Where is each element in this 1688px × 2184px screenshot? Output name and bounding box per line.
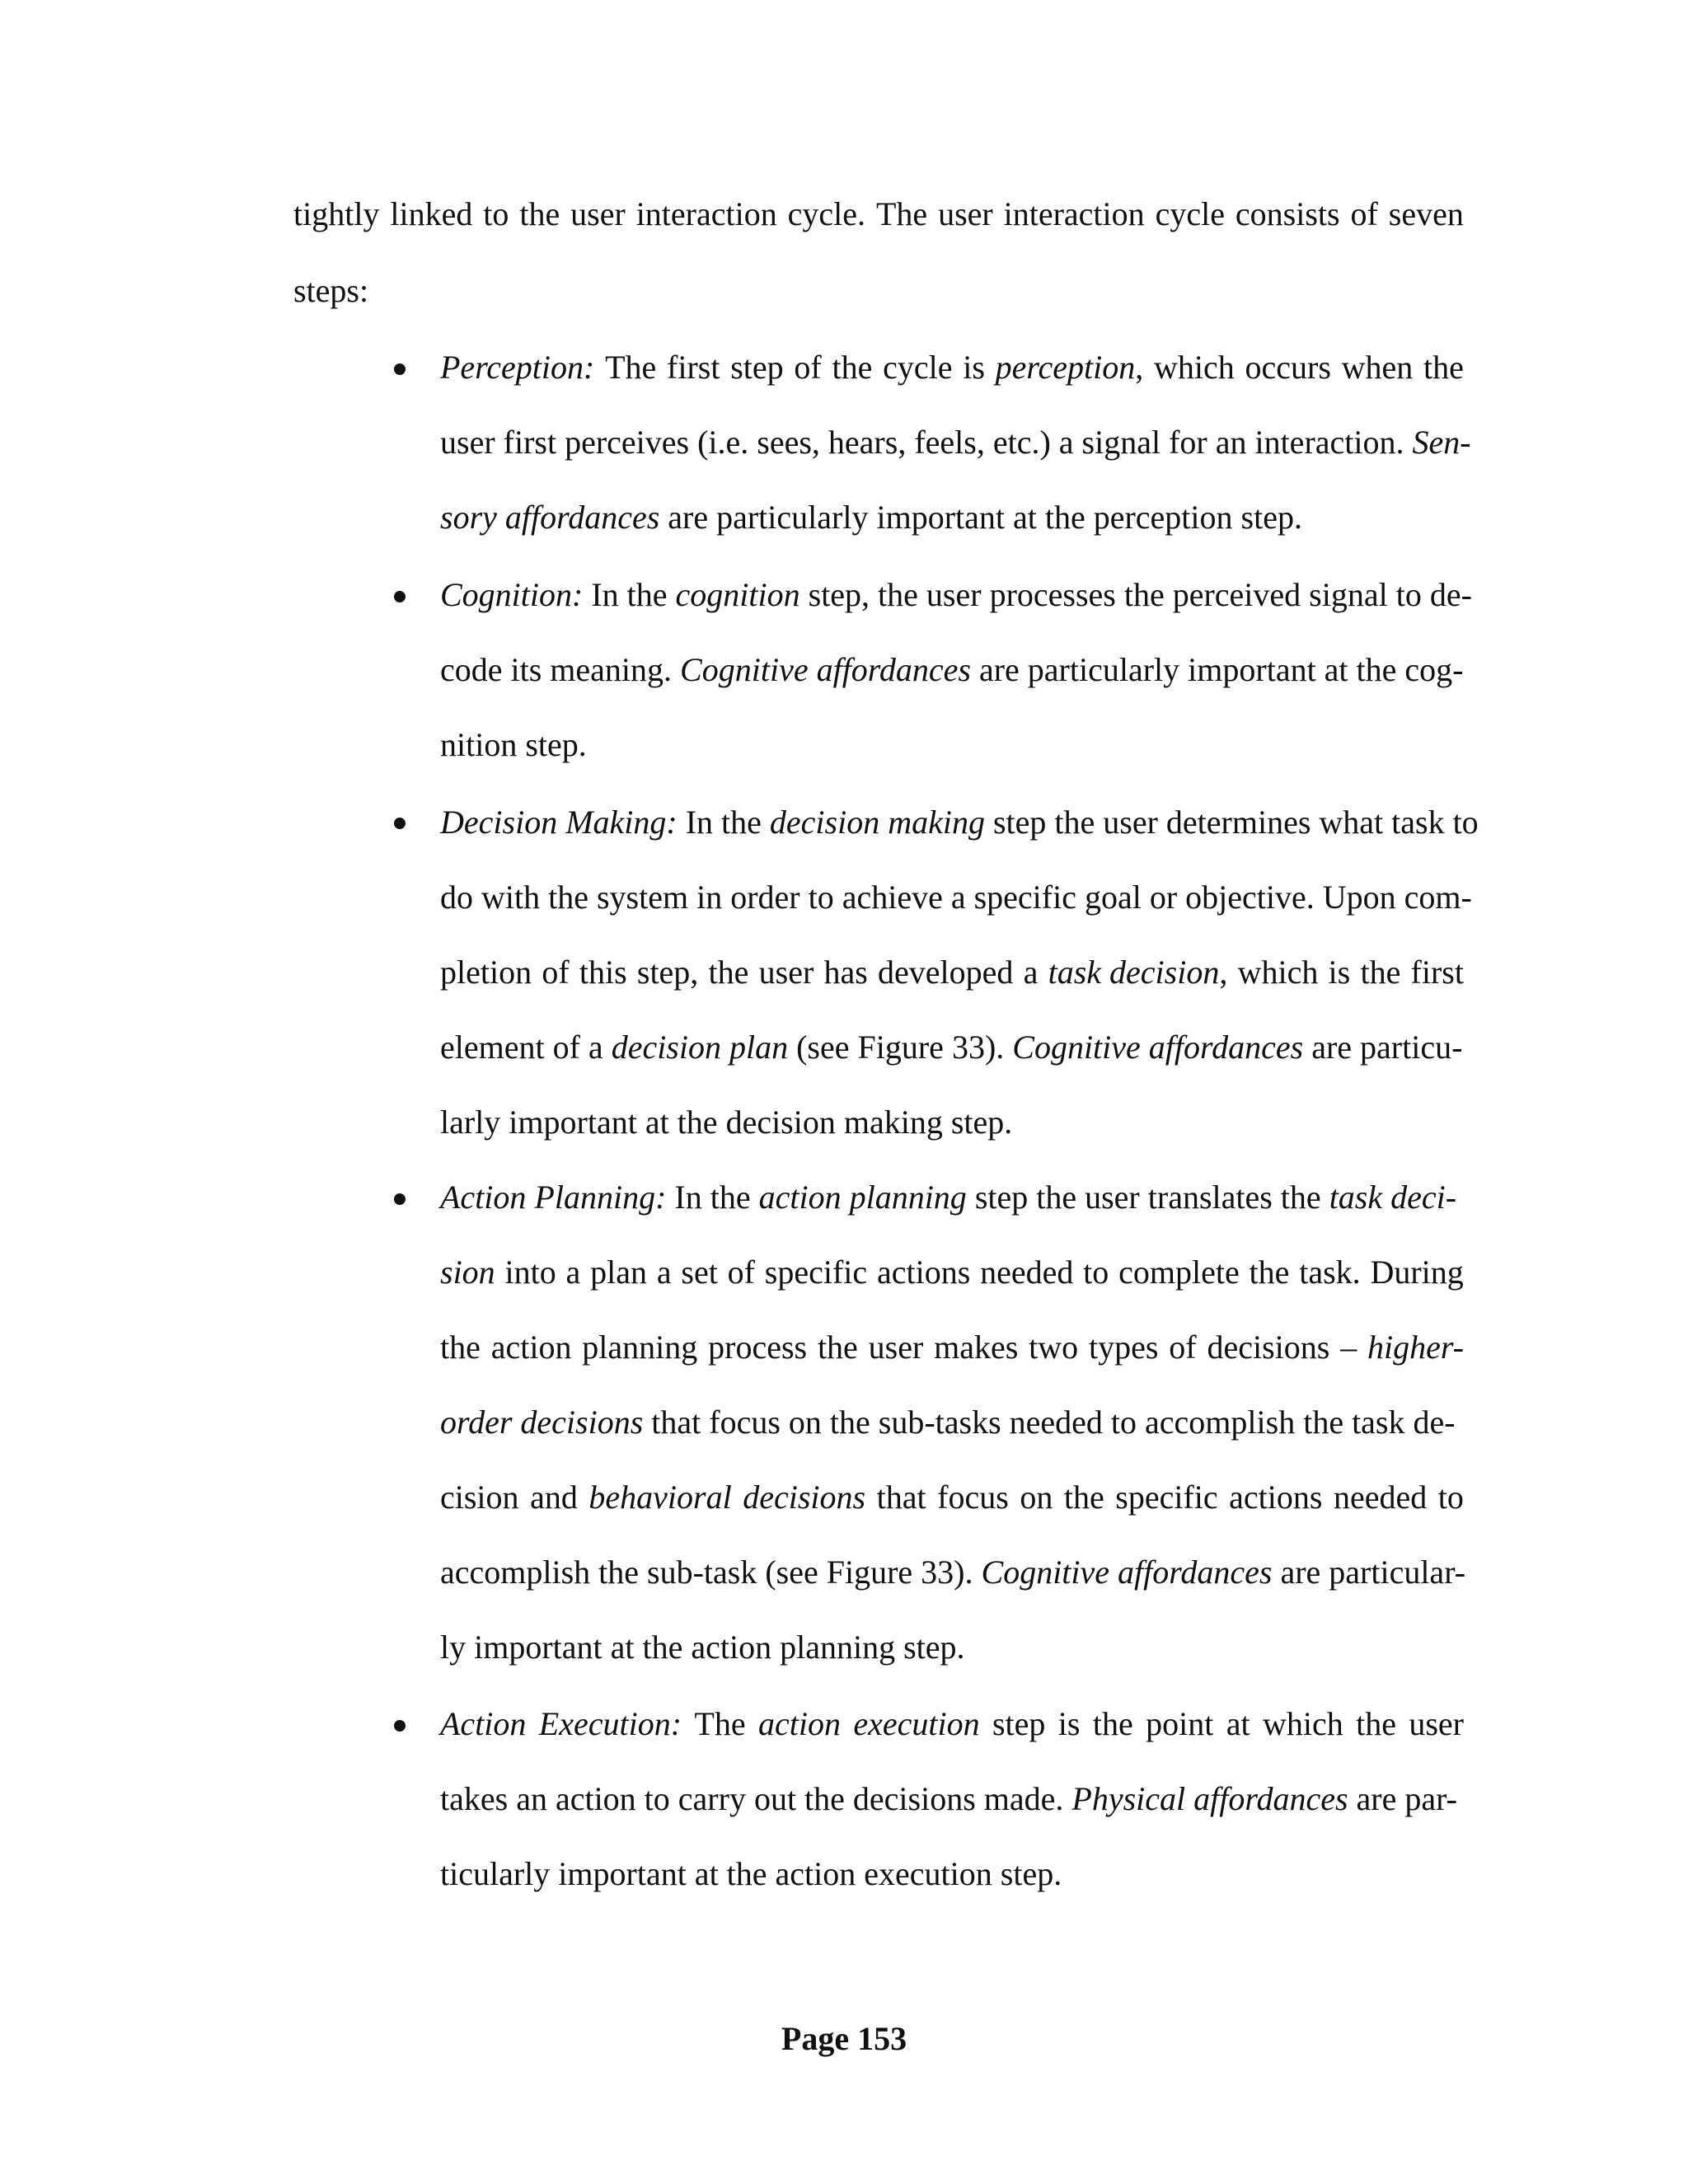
text-run: needed: [980, 1254, 1074, 1291]
italic-text: Execution:: [538, 1705, 682, 1742]
text-run: cycle: [883, 349, 953, 386]
text-run: the: [1360, 954, 1401, 991]
text-run: user: [1409, 1705, 1464, 1742]
text-run: step,: [636, 954, 699, 991]
italic-text: Perception:: [440, 349, 595, 386]
text-run: the: [1356, 1705, 1396, 1742]
text-run: the: [817, 1329, 858, 1366]
intro-word: user: [570, 195, 626, 232]
text-run: types: [1089, 1329, 1159, 1366]
italic-text: Sen-: [1412, 424, 1471, 461]
text-run: step, the user processes the perceived signal to de-: [799, 576, 1472, 613]
page-number: Page 153: [781, 2020, 907, 2057]
text-run: The: [605, 349, 657, 386]
text-run: planning: [582, 1329, 698, 1366]
italic-text: decisions: [743, 1479, 866, 1516]
text-run: of: [1169, 1329, 1197, 1366]
text-run: actions: [1229, 1479, 1323, 1516]
italic-text: decision plan: [611, 1029, 789, 1066]
bullet-item-line: [440, 1701, 1464, 1747]
bullet-item-line: [440, 949, 1464, 996]
text-run: when: [1341, 349, 1414, 386]
text-run: to: [1437, 1479, 1464, 1516]
text-run: that focus on the sub-tasks needed to accomplish the task de-: [643, 1404, 1456, 1441]
text-run: ly important at the action planning step.: [440, 1629, 965, 1666]
intro-line-2: steps:: [293, 272, 369, 309]
italic-text: Cognitive affordances: [981, 1554, 1273, 1591]
italic-text: perception: [995, 349, 1136, 386]
text-run: In the: [677, 804, 770, 841]
text-run: at: [1226, 1705, 1250, 1742]
text-run: are par-: [1348, 1780, 1457, 1817]
text-run: point: [1146, 1705, 1214, 1742]
bullet-item-line: [440, 1776, 1457, 1822]
italic-text: execution: [853, 1705, 980, 1742]
text-run: two: [1029, 1329, 1079, 1366]
intro-word: linked: [390, 195, 473, 232]
intro-word: the: [519, 195, 560, 232]
italic-text: higher-: [1367, 1329, 1464, 1366]
text-run: focus: [937, 1479, 1009, 1516]
bullet-item-line: [440, 1474, 1464, 1521]
bullet-item-line: [440, 344, 1464, 391]
text-run: is: [1328, 954, 1351, 991]
text-run: During: [1370, 1254, 1464, 1291]
italic-text: cognition: [675, 576, 800, 613]
italic-text: decision making: [769, 804, 985, 841]
italic-text: task decision: [1048, 954, 1220, 991]
text-run: is: [1057, 1705, 1081, 1742]
text-run: nition step.: [440, 726, 587, 763]
text-run: which: [1153, 349, 1235, 386]
text-run: the: [1249, 1254, 1290, 1291]
italic-text: Physical affordances: [1071, 1780, 1348, 1817]
text-run: the: [440, 1329, 481, 1366]
text-run: In the: [583, 576, 676, 613]
text-run: action: [490, 1329, 572, 1366]
text-run: this: [579, 954, 627, 991]
text-run: makes: [934, 1329, 1019, 1366]
italic-text: order decisions: [440, 1404, 644, 1441]
intro-word: tightly: [293, 195, 380, 232]
text-run: code its meaning.: [440, 651, 681, 688]
text-run: are particularly important at the perception step.: [659, 499, 1302, 536]
text-run: step: [992, 1705, 1046, 1742]
italic-text: Cognitive affordances: [1012, 1029, 1304, 1066]
text-run: specific: [764, 1254, 868, 1291]
text-run: of: [727, 1254, 755, 1291]
intro-line-1: [293, 191, 1464, 237]
bullet-item-line: [440, 1024, 1462, 1071]
intro-word: consists: [1235, 195, 1340, 232]
text-run: which: [1237, 954, 1319, 991]
italic-text: Cognitive affordances: [680, 651, 971, 688]
text-run: the: [832, 349, 873, 386]
bullet-icon: [394, 363, 406, 375]
italic-text: Action: [440, 1705, 527, 1742]
intro-word: interaction: [635, 195, 777, 232]
text-run: are particular-: [1272, 1554, 1466, 1591]
text-run: developed: [878, 954, 1014, 991]
text-run: first: [1410, 954, 1464, 991]
text-run: –: [1340, 1329, 1357, 1366]
bullet-item-line: [440, 799, 1479, 846]
bullet-item-line: [440, 647, 1464, 693]
text-run: are particu-: [1303, 1029, 1463, 1066]
text-run: is: [963, 349, 985, 386]
bullet-item-line: [440, 494, 1302, 541]
bullet-item-line: [440, 1549, 1465, 1596]
intro-word: user: [938, 195, 993, 232]
italic-text: task deci-: [1329, 1179, 1457, 1216]
text-run: has: [823, 954, 868, 991]
text-run: plan: [590, 1254, 647, 1291]
bullet-item-line: [440, 1624, 965, 1671]
text-run: which: [1262, 1705, 1343, 1742]
text-run: user first perceives (i.e. sees, hears, feels, etc.) a signal for an interaction.: [440, 424, 1413, 461]
text-run: actions: [876, 1254, 971, 1291]
bullet-item-line: [440, 1249, 1464, 1296]
bullet-item-line: [440, 1399, 1456, 1446]
bullet-item-line: [440, 1851, 1062, 1897]
text-run: and: [530, 1479, 578, 1516]
text-run: (see Figure 33).: [788, 1029, 1013, 1066]
bullet-item-line: [440, 419, 1471, 466]
text-run: process: [708, 1329, 808, 1366]
intro-word: of: [1350, 195, 1378, 232]
text-run: ticularly important at the action execution step.: [440, 1855, 1062, 1892]
text-run: step the user translates the: [966, 1179, 1329, 1216]
text-run: into: [504, 1254, 556, 1291]
text-run: cision: [440, 1479, 519, 1516]
text-run: decisions: [1207, 1329, 1330, 1366]
italic-text: sory affordances: [440, 499, 660, 536]
intro-word: interaction: [1003, 195, 1145, 232]
text-run: specific: [1115, 1479, 1218, 1516]
italic-text: Cognition:: [440, 576, 584, 613]
bullet-item-line: [440, 1324, 1464, 1371]
text-run: the: [1423, 349, 1464, 386]
text-run: that: [876, 1479, 926, 1516]
text-run: of: [542, 954, 570, 991]
bullet-icon: [394, 818, 406, 829]
text-run: do with the system in order to achieve a specific goal or objective. Upon com-: [440, 879, 1472, 916]
text-run: on: [1020, 1479, 1053, 1516]
text-run: step: [730, 349, 784, 386]
bullet-icon: [394, 1720, 406, 1732]
text-run: a: [1023, 954, 1039, 991]
text-run: a: [656, 1254, 672, 1291]
text-run: user: [758, 954, 814, 991]
text-run: first: [667, 349, 720, 386]
text-run: the: [708, 954, 749, 991]
text-run: are particularly important at the cog-: [970, 651, 1464, 688]
bullet-item-line: [440, 722, 587, 768]
text-run: step the user determines what task to: [984, 804, 1479, 841]
intro-word: The: [875, 195, 928, 232]
text-run: takes an action to carry out the decisions made.: [440, 1780, 1072, 1817]
punctuation: ,: [1219, 954, 1228, 991]
word-group: [1048, 949, 1228, 996]
bullet-icon: [394, 591, 406, 602]
italic-text: behavioral: [588, 1479, 732, 1516]
word-group: [996, 344, 1144, 391]
text-run: task.: [1299, 1254, 1361, 1291]
text-run: needed: [1334, 1479, 1428, 1516]
text-run: In the: [666, 1179, 759, 1216]
bullet-item-line: [440, 1099, 1012, 1146]
bullet-item-line: [440, 572, 1472, 618]
italic-text: action planning: [758, 1179, 967, 1216]
text-run: set: [681, 1254, 718, 1291]
text-run: occurs: [1245, 349, 1331, 386]
punctuation: ,: [1135, 349, 1144, 386]
italic-text: Decision Making:: [440, 804, 678, 841]
intro-word: cycle: [1155, 195, 1225, 232]
bullet-icon: [394, 1193, 406, 1205]
text-run: of: [794, 349, 822, 386]
text-run: user: [868, 1329, 924, 1366]
text-run: The: [694, 1705, 746, 1742]
bullet-item-line: [440, 1174, 1456, 1221]
text-run: complete: [1118, 1254, 1240, 1291]
text-run: a: [565, 1254, 581, 1291]
text-run: element of a: [440, 1029, 612, 1066]
bullet-item-line: [440, 874, 1472, 921]
text-run: pletion: [440, 954, 532, 991]
text-run: the: [1092, 1705, 1133, 1742]
italic-text: action: [757, 1705, 841, 1742]
intro-word: to: [483, 195, 509, 232]
text-run: accomplish the sub-task (see Figure 33).: [440, 1554, 982, 1591]
italic-text: Action Planning:: [440, 1179, 667, 1216]
intro-word: cycle.: [787, 195, 866, 232]
text-run: the: [1063, 1479, 1104, 1516]
italic-text: sion: [440, 1254, 495, 1291]
text-run: to: [1083, 1254, 1109, 1291]
text-run: larly important at the decision making step.: [440, 1104, 1013, 1141]
intro-word: seven: [1388, 195, 1464, 232]
